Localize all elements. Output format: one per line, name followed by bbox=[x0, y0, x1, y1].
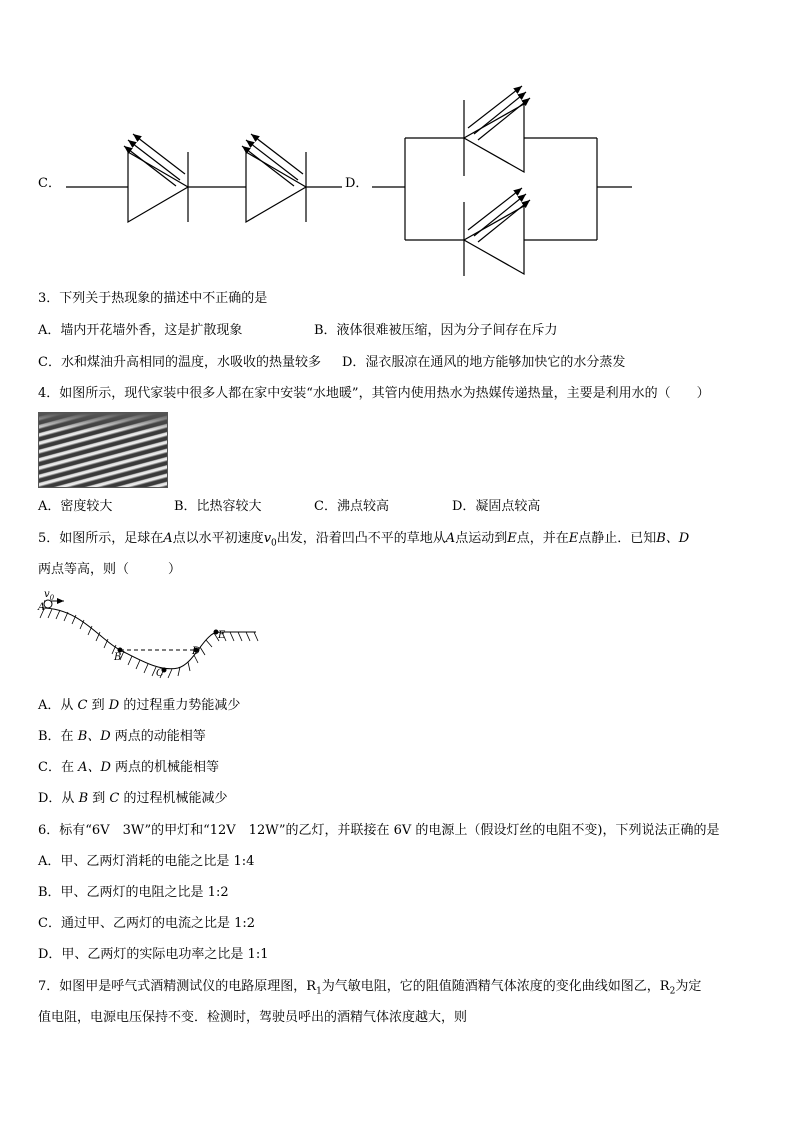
q6-option-c[interactable]: C．通过甲、乙两灯的电流之比是 1:2 bbox=[38, 916, 256, 931]
q5-option-c[interactable]: C．在 A、D 两点的机械能相等 bbox=[38, 760, 220, 775]
q5-option-d[interactable]: D．从 B 到 C 的过程机械能减少 bbox=[38, 791, 228, 806]
q4-option-c[interactable]: C．沸点较高 bbox=[314, 499, 389, 514]
q5-stem: 5．如图所示，足球在A点以水平初速度$v_0$出发，沿着凹凸不平的草地从A点运动到E点，并在E点静止．已知B、D bbox=[38, 531, 690, 549]
q3-stem: 3．下列关于热现象的描述中不正确的是 bbox=[38, 291, 268, 306]
q6-option-b[interactable]: B．甲、乙两灯的电阻之比是 1:2 bbox=[38, 885, 229, 900]
q3-option-a[interactable]: A．墙内开花墙外香，这是扩散现象 bbox=[38, 323, 243, 338]
q6-option-a[interactable]: A．甲、乙两灯消耗的电能之比是 1:4 bbox=[38, 854, 255, 869]
q3-option-d[interactable]: D．湿衣服凉在通风的地方能够加快它的水分蒸发 bbox=[342, 355, 626, 370]
q4-option-d[interactable]: D．凝固点较高 bbox=[452, 499, 541, 514]
q4-option-a[interactable]: A．密度较大 bbox=[38, 499, 113, 514]
q3-option-c[interactable]: C．水和煤油升高相同的温度，水吸收的热量较多 bbox=[38, 355, 321, 370]
q4-option-b[interactable]: B．比热容较大 bbox=[174, 499, 262, 514]
fig-label-d: D bbox=[192, 646, 201, 657]
fig-label-c: C bbox=[156, 668, 164, 679]
fig-label-a: A bbox=[38, 602, 46, 613]
q3-option-b[interactable]: B．液体很难被压缩，因为分子间存在斥力 bbox=[314, 323, 558, 338]
fig-label-e: E bbox=[218, 630, 226, 641]
q6-option-d[interactable]: D．甲、乙两灯的实际电功率之比是 1:1 bbox=[38, 947, 269, 962]
fig-label-v0: $v_0$ bbox=[44, 589, 55, 602]
q7-stem-line2: 值电阻，电源电压保持不变．检测时，驾驶员呼出的酒精气体浓度越大，则 bbox=[38, 1010, 468, 1025]
fig-label-b: B bbox=[114, 652, 122, 663]
q6-stem: 6．标有“6V 3W”的甲灯和“12V 12W”的乙灯，并联接在 6V 的电源上（假设灯丝的电阻不变)，下列说法正确的是 bbox=[38, 823, 720, 838]
q5-option-b[interactable]: B．在 B、D 两点的动能相等 bbox=[38, 729, 206, 744]
q5-stem-line2: 两点等高，则（ ） bbox=[38, 562, 182, 577]
q7-stem: 7．如图甲是呼气式酒精测试仪的电路原理图，$R_1$为气敏电阻，它的阻值随酒精气体浓度的变化曲线如图乙，$R_2$为定 bbox=[38, 979, 702, 997]
q4-stem: 4．如图所示，现代家装中很多人都在家中安装“水地暖”，其管内使用热水为热媒传递热量，主要是利用水的（ ） bbox=[38, 386, 710, 401]
option-d-label: D． bbox=[345, 176, 369, 191]
q5-option-a[interactable]: A．从 C 到 D 的过程重力势能减少 bbox=[38, 698, 241, 713]
option-c-label: C． bbox=[38, 176, 61, 191]
